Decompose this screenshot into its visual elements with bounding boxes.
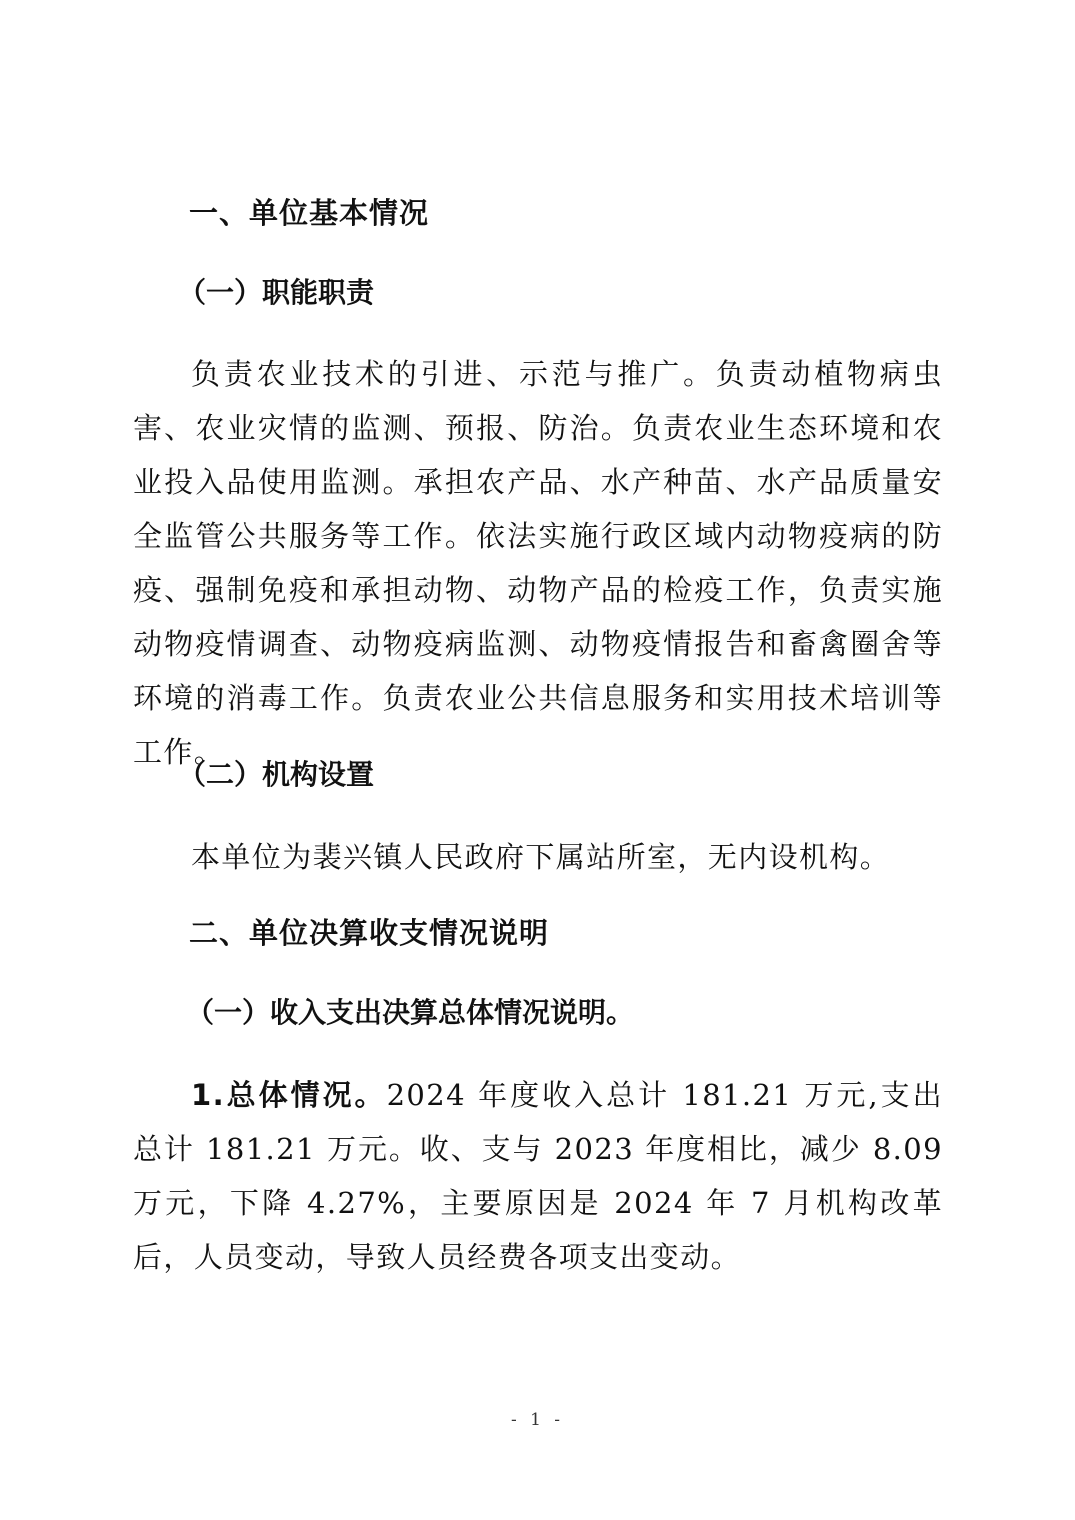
overall-lead: 1.总体情况。 bbox=[191, 1078, 387, 1112]
subsection-heading-overall: （一）收入支出决算总体情况说明。 bbox=[186, 996, 635, 1029]
page-number: - 1 - bbox=[510, 1410, 565, 1430]
section-heading-basic-info: 一、单位基本情况 bbox=[189, 196, 430, 230]
overall-paragraph bbox=[133, 1068, 943, 1284]
subsection-heading-duties: （一）职能职责 bbox=[178, 276, 375, 309]
organization-paragraph: 本单位为裴兴镇人民政府下属站所室，无内设机构。 bbox=[191, 840, 891, 874]
section-heading-budget: 二、单位决算收支情况说明 bbox=[189, 916, 550, 950]
subsection-heading-organization: （二）机构设置 bbox=[178, 758, 375, 791]
duties-paragraph: 负责农业技术的引进、示范与推广。负责动植物病虫害、农业灾情的监测、预报、防治。负责农业生态环境和农业投入品使用监测。承担农产品、水产种苗、水产品质量安全监管公共服务等工作。依法实施行政区域内动物疫病的防疫、强制免疫和承担动物、动物产品的检疫工作，负责实施动物疫情调查、动物疫病监测、动物疫情报告和畜禽圈舍等环境的消毒工作。负责农业公共信息服务和实用技术培训等工作。 bbox=[133, 357, 943, 769]
overall-body: 2024 年度收入总计 181.21 万元,支出总计 181.21 万元。收、支与 2023 年度相比，减少 8.09 万元，下降 4.27%，主要原因是 2024 年 7 月机构改革后，人员变动，导致人员经费各项支出变动。 bbox=[133, 1078, 944, 1274]
